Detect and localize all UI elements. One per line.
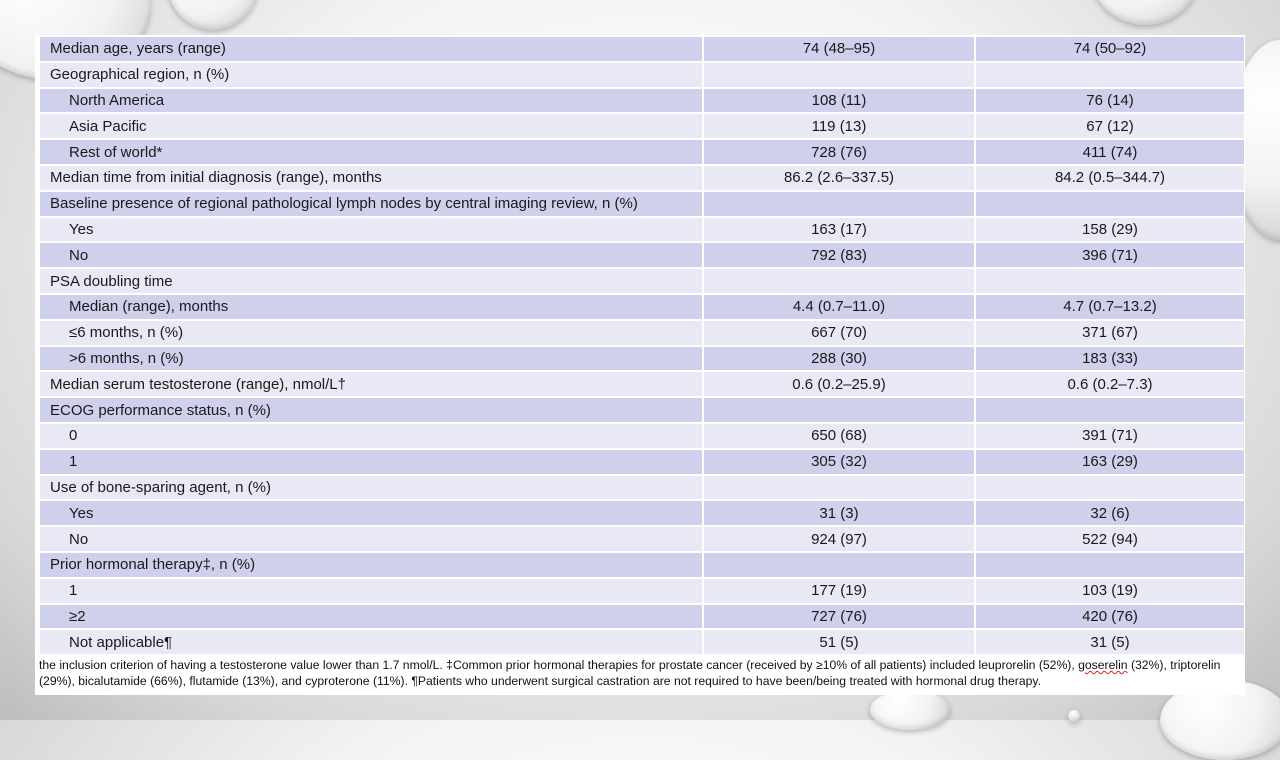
row-label: PSA doubling time — [40, 268, 703, 294]
table-row — [40, 423, 1245, 449]
footnote-text-part1: the inclusion criterion of having a testosterone value lower than 1.7 nmol/L. ‡Common prior hormonal therapies for prostate cancer (received by ≥10% of all patients) included leuprorelin (52%), — [39, 658, 1079, 672]
decorative-bubble-bottom-small — [1068, 710, 1080, 722]
table-row — [40, 346, 1245, 372]
table-body — [40, 37, 1245, 655]
value-cell-group-1 — [703, 268, 975, 294]
row-label: Median (range), months — [40, 294, 703, 320]
table-row — [40, 526, 1245, 552]
value-cell-group-2: 158 (29) — [975, 217, 1245, 243]
value-cell-group-1: 924 (97) — [703, 526, 975, 552]
row-label: Prior hormonal therapy‡, n (%) — [40, 552, 703, 578]
value-cell-group-1 — [703, 62, 975, 88]
table-row — [40, 604, 1245, 630]
row-label: Rest of world* — [40, 139, 703, 165]
row-label: Baseline presence of regional pathological lymph nodes by central imaging review, n (%) — [40, 191, 703, 217]
row-label: Not applicable¶ — [40, 629, 703, 655]
table-row — [40, 242, 1245, 268]
value-cell-group-1: 177 (19) — [703, 578, 975, 604]
value-cell-group-1: 650 (68) — [703, 423, 975, 449]
value-cell-group-1 — [703, 397, 975, 423]
table-row — [40, 37, 1245, 62]
value-cell-group-1: 4.4 (0.7–11.0) — [703, 294, 975, 320]
decorative-bubble-top-right — [1090, 0, 1200, 25]
value-cell-group-1: 31 (3) — [703, 500, 975, 526]
row-label: North America — [40, 88, 703, 114]
row-label: 1 — [40, 449, 703, 475]
table-row — [40, 62, 1245, 88]
value-cell-group-1 — [703, 475, 975, 501]
value-cell-group-2: 183 (33) — [975, 346, 1245, 372]
value-cell-group-1 — [703, 552, 975, 578]
value-cell-group-2 — [975, 397, 1245, 423]
value-cell-group-2: 103 (19) — [975, 578, 1245, 604]
value-cell-group-2 — [975, 268, 1245, 294]
slide-content-panel — [35, 35, 1245, 695]
row-label: Median age, years (range) — [40, 37, 703, 62]
value-cell-group-2: 76 (14) — [975, 88, 1245, 114]
value-cell-group-2 — [975, 191, 1245, 217]
value-cell-group-2: 163 (29) — [975, 449, 1245, 475]
value-cell-group-2: 32 (6) — [975, 500, 1245, 526]
table-row — [40, 217, 1245, 243]
value-cell-group-2: 67 (12) — [975, 113, 1245, 139]
value-cell-group-1: 0.6 (0.2–25.9) — [703, 371, 975, 397]
value-cell-group-2: 391 (71) — [975, 423, 1245, 449]
row-label: Median time from initial diagnosis (range), months — [40, 165, 703, 191]
table-row — [40, 475, 1245, 501]
table-footnote — [39, 658, 1239, 689]
value-cell-group-1 — [703, 191, 975, 217]
value-cell-group-1: 51 (5) — [703, 629, 975, 655]
value-cell-group-1: 119 (13) — [703, 113, 975, 139]
table-row — [40, 139, 1245, 165]
value-cell-group-2 — [975, 475, 1245, 501]
table-row — [40, 578, 1245, 604]
table-row — [40, 500, 1245, 526]
row-label: ≤6 months, n (%) — [40, 320, 703, 346]
row-label: No — [40, 526, 703, 552]
row-label: ECOG performance status, n (%) — [40, 397, 703, 423]
table-row — [40, 552, 1245, 578]
row-label: Geographical region, n (%) — [40, 62, 703, 88]
table-row — [40, 113, 1245, 139]
value-cell-group-2: 420 (76) — [975, 604, 1245, 630]
table-row — [40, 88, 1245, 114]
value-cell-group-2: 522 (94) — [975, 526, 1245, 552]
row-label: >6 months, n (%) — [40, 346, 703, 372]
value-cell-group-1: 288 (30) — [703, 346, 975, 372]
table-row — [40, 294, 1245, 320]
row-label: Yes — [40, 500, 703, 526]
value-cell-group-2: 4.7 (0.7–13.2) — [975, 294, 1245, 320]
value-cell-group-2 — [975, 62, 1245, 88]
table-row — [40, 397, 1245, 423]
value-cell-group-1: 86.2 (2.6–337.5) — [703, 165, 975, 191]
table-row — [40, 629, 1245, 655]
table-row — [40, 371, 1245, 397]
value-cell-group-1: 305 (32) — [703, 449, 975, 475]
value-cell-group-2: 411 (74) — [975, 139, 1245, 165]
value-cell-group-2: 84.2 (0.5–344.7) — [975, 165, 1245, 191]
value-cell-group-1: 667 (70) — [703, 320, 975, 346]
row-label: 0 — [40, 423, 703, 449]
value-cell-group-1: 728 (76) — [703, 139, 975, 165]
value-cell-group-2: 0.6 (0.2–7.3) — [975, 371, 1245, 397]
table-row — [40, 320, 1245, 346]
table-row — [40, 165, 1245, 191]
value-cell-group-1: 74 (48–95) — [703, 37, 975, 62]
row-label: Use of bone-sparing agent, n (%) — [40, 475, 703, 501]
row-label: Asia Pacific — [40, 113, 703, 139]
value-cell-group-1: 792 (83) — [703, 242, 975, 268]
table-row — [40, 191, 1245, 217]
value-cell-group-1: 163 (17) — [703, 217, 975, 243]
value-cell-group-2: 31 (5) — [975, 629, 1245, 655]
decorative-bubble-top-center — [168, 0, 258, 30]
value-cell-group-2: 396 (71) — [975, 242, 1245, 268]
row-label: No — [40, 242, 703, 268]
table-row — [40, 268, 1245, 294]
value-cell-group-2: 74 (50–92) — [975, 37, 1245, 62]
value-cell-group-2 — [975, 552, 1245, 578]
footnote-text-part2: (32%), triptorelin (29%), bicalutamide (66%), flutamide (13%), and cyproterone (11%). ¶Patients who underwent surgical castration are not required to have been/being treated with hormonal drug therapy. — [39, 658, 1221, 688]
footnote-spellcheck-word: goserelin — [1078, 658, 1128, 672]
value-cell-group-1: 727 (76) — [703, 604, 975, 630]
row-label: 1 — [40, 578, 703, 604]
decorative-bubble-bottom-center — [870, 690, 950, 730]
row-label: Yes — [40, 217, 703, 243]
value-cell-group-1: 108 (11) — [703, 88, 975, 114]
baseline-characteristics-table — [40, 37, 1245, 656]
row-label: ≥2 — [40, 604, 703, 630]
row-label: Median serum testosterone (range), nmol/L† — [40, 371, 703, 397]
table-row — [40, 449, 1245, 475]
value-cell-group-2: 371 (67) — [975, 320, 1245, 346]
